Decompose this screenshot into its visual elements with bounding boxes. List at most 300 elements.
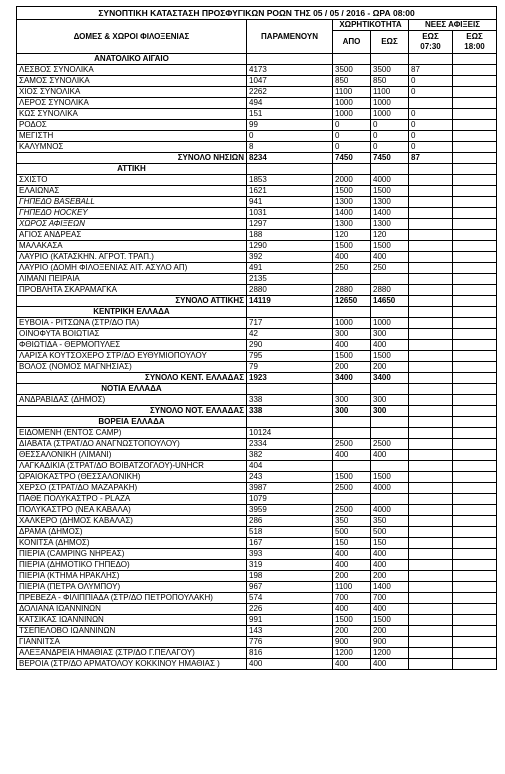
- summary-table: [16, 6, 497, 670]
- cell-place: ΑΝΔΡΑΒΙΔΑΣ (ΔΗΜΟΣ): [17, 395, 247, 406]
- cell-arrivals-1800: [453, 263, 497, 274]
- cell-place: ΔΡΑΜΑ (ΔΗΜΟΣ): [17, 527, 247, 538]
- section-empty-cell: [247, 417, 333, 428]
- cell-capacity-to: 300: [371, 406, 409, 417]
- cell-capacity-to: 1500: [371, 241, 409, 252]
- table-row: [17, 362, 497, 373]
- section-label: ΚΕΝΤΡΙΚΗ ΕΛΛΑΔΑ: [17, 307, 247, 318]
- cell-remaining: 2262: [247, 87, 333, 98]
- cell-remaining: 286: [247, 516, 333, 527]
- cell-arrivals-0730: [409, 472, 453, 483]
- cell-capacity-to: [371, 461, 409, 472]
- table-row: [17, 263, 497, 274]
- cell-remaining: 79: [247, 362, 333, 373]
- section-empty-cell: [409, 164, 453, 175]
- table-row: [17, 483, 497, 494]
- header-time-1: 07:30: [420, 42, 441, 51]
- cell-arrivals-1800: [453, 252, 497, 263]
- cell-arrivals-0730: [409, 659, 453, 670]
- total-row: [17, 406, 497, 417]
- cell-arrivals-0730: [409, 406, 453, 417]
- cell-remaining: 8234: [247, 153, 333, 164]
- cell-capacity-from: 400: [333, 450, 371, 461]
- cell-capacity-to: 900: [371, 637, 409, 648]
- cell-arrivals-1800: [453, 659, 497, 670]
- table-row: [17, 109, 497, 120]
- table-row: [17, 175, 497, 186]
- cell-place: ΠΑΘΕ ΠΟΛΥΚΑΣΤΡΟ - PLAZA: [17, 494, 247, 505]
- cell-place: ΟΙΝΟΦΥΤΑ ΒΟΙΩΤΙΑΣ: [17, 329, 247, 340]
- cell-arrivals-1800: [453, 340, 497, 351]
- cell-remaining: 816: [247, 648, 333, 659]
- cell-capacity-from: [333, 494, 371, 505]
- cell-arrivals-1800: [453, 296, 497, 307]
- cell-remaining: 967: [247, 582, 333, 593]
- cell-place: ΣΑΜΟΣ ΣΥΝΟΛΙΚΑ: [17, 76, 247, 87]
- table-row: [17, 538, 497, 549]
- cell-place: ΠΙΕΡΙΑ (ΔΗΜΟΤΙΚΟ ΓΗΠΕΔΟ): [17, 560, 247, 571]
- cell-arrivals-0730: [409, 626, 453, 637]
- cell-place: ΚΑΛΥΜΝΟΣ: [17, 142, 247, 153]
- cell-arrivals-0730: [409, 219, 453, 230]
- section-empty-cell: [371, 417, 409, 428]
- table-row: [17, 560, 497, 571]
- cell-arrivals-1800: [453, 472, 497, 483]
- cell-capacity-to: 4000: [371, 483, 409, 494]
- section-empty-cell: [333, 164, 371, 175]
- cell-capacity-to: 120: [371, 230, 409, 241]
- cell-capacity-to: 1400: [371, 582, 409, 593]
- cell-capacity-from: 150: [333, 538, 371, 549]
- cell-remaining: 400: [247, 659, 333, 670]
- cell-arrivals-1800: [453, 87, 497, 98]
- table-row: [17, 230, 497, 241]
- cell-remaining: 1079: [247, 494, 333, 505]
- cell-arrivals-0730: [409, 494, 453, 505]
- table-row: [17, 241, 497, 252]
- cell-arrivals-1800: [453, 65, 497, 76]
- cell-arrivals-0730: [409, 560, 453, 571]
- cell-arrivals-0730: 87: [409, 65, 453, 76]
- cell-arrivals-1800: [453, 285, 497, 296]
- cell-arrivals-0730: [409, 252, 453, 263]
- cell-capacity-to: 1000: [371, 98, 409, 109]
- header-time-2: 18:00: [464, 42, 485, 51]
- cell-arrivals-0730: 0: [409, 109, 453, 120]
- cell-arrivals-0730: 0: [409, 120, 453, 131]
- cell-remaining: 243: [247, 472, 333, 483]
- cell-arrivals-1800: [453, 494, 497, 505]
- cell-place: ΚΩΣ ΣΥΝΟΛΙΚΑ: [17, 109, 247, 120]
- cell-arrivals-0730: [409, 230, 453, 241]
- cell-capacity-from: 0: [333, 120, 371, 131]
- cell-arrivals-0730: 0: [409, 87, 453, 98]
- cell-place: ΛΑΡΙΣΑ ΚΟΥΤΣΟΧΕΡΟ ΣΤΡ/ΔΟ ΕΥΘΥΜΙΟΠΟΥΛΟΥ: [17, 351, 247, 362]
- cell-capacity-from: 400: [333, 560, 371, 571]
- cell-remaining: 10124: [247, 428, 333, 439]
- total-row: [17, 153, 497, 164]
- cell-place: ΛΕΡΟΣ ΣΥΝΟΛΙΚΑ: [17, 98, 247, 109]
- cell-remaining: 1047: [247, 76, 333, 87]
- cell-arrivals-0730: [409, 395, 453, 406]
- cell-place: ΧΙΟΣ ΣΥΝΟΛΙΚΑ: [17, 87, 247, 98]
- cell-place: ΓΗΠΕΔΟ BASEBALL: [17, 197, 247, 208]
- cell-capacity-from: 350: [333, 516, 371, 527]
- cell-arrivals-0730: [409, 637, 453, 648]
- section-empty-cell: [453, 384, 497, 395]
- header-row-1: [17, 20, 497, 31]
- cell-capacity-to: 4000: [371, 505, 409, 516]
- cell-capacity-to: 1000: [371, 318, 409, 329]
- cell-capacity-from: 1300: [333, 197, 371, 208]
- table-row: [17, 604, 497, 615]
- table-row: [17, 98, 497, 109]
- section-empty-cell: [333, 54, 371, 65]
- header-place: ΔΟΜΕΣ & ΧΩΡΟΙ ΦΙΛΟΞΕΝΙΑΣ: [17, 20, 247, 54]
- section-empty-cell: [371, 54, 409, 65]
- table-body: [17, 54, 497, 670]
- cell-arrivals-0730: [409, 582, 453, 593]
- cell-capacity-to: 200: [371, 626, 409, 637]
- cell-capacity-from: 1000: [333, 109, 371, 120]
- cell-arrivals-1800: [453, 98, 497, 109]
- cell-remaining: 1923: [247, 373, 333, 384]
- table-row: [17, 252, 497, 263]
- section-row: [17, 164, 497, 175]
- header-capacity-from: ΑΠΟ: [333, 31, 371, 54]
- cell-capacity-from: 900: [333, 637, 371, 648]
- cell-arrivals-0730: [409, 274, 453, 285]
- cell-place: ΣΥΝΟΛΟ ΑΤΤΙΚΗΣ: [17, 296, 247, 307]
- cell-arrivals-1800: [453, 439, 497, 450]
- cell-remaining: 392: [247, 252, 333, 263]
- cell-capacity-to: 850: [371, 76, 409, 87]
- cell-capacity-from: 1500: [333, 241, 371, 252]
- cell-capacity-to: 3400: [371, 373, 409, 384]
- cell-arrivals-0730: [409, 593, 453, 604]
- table-row: [17, 494, 497, 505]
- cell-arrivals-1800: [453, 131, 497, 142]
- cell-arrivals-0730: 87: [409, 153, 453, 164]
- header-new-arrivals: ΝΕΕΣ ΑΦΙΞΕΙΣ: [409, 20, 497, 31]
- total-row: [17, 373, 497, 384]
- section-empty-cell: [371, 307, 409, 318]
- cell-arrivals-0730: [409, 340, 453, 351]
- cell-arrivals-1800: [453, 505, 497, 516]
- section-empty-cell: [409, 384, 453, 395]
- cell-capacity-to: 1300: [371, 197, 409, 208]
- cell-capacity-from: 2500: [333, 505, 371, 516]
- section-label: ΒΟΡΕΙΑ ΕΛΛΑΔΑ: [17, 417, 247, 428]
- table-row: [17, 131, 497, 142]
- cell-place: ΣΥΝΟΛΟ ΝΟΤ. ΕΛΛΑΔΑΣ: [17, 406, 247, 417]
- cell-remaining: 491: [247, 263, 333, 274]
- table-row: [17, 461, 497, 472]
- cell-place: ΧΑΛΚΕΡΟ (ΔΗΜΟΣ ΚΑΒΑΛΑΣ): [17, 516, 247, 527]
- cell-capacity-from: 250: [333, 263, 371, 274]
- cell-arrivals-0730: [409, 527, 453, 538]
- cell-capacity-to: 1500: [371, 351, 409, 362]
- table-row: [17, 285, 497, 296]
- cell-place: ΧΕΡΣΟ (ΣΤΡΑΤ/ΔΟ ΜΑΖΑΡΑΚΗ): [17, 483, 247, 494]
- cell-capacity-to: 300: [371, 329, 409, 340]
- section-empty-cell: [247, 54, 333, 65]
- cell-arrivals-0730: [409, 296, 453, 307]
- cell-arrivals-1800: [453, 538, 497, 549]
- table-row: [17, 120, 497, 131]
- cell-arrivals-1800: [453, 120, 497, 131]
- cell-capacity-to: 1300: [371, 219, 409, 230]
- cell-capacity-to: 3500: [371, 65, 409, 76]
- cell-arrivals-0730: [409, 483, 453, 494]
- cell-arrivals-1800: [453, 527, 497, 538]
- cell-capacity-from: 0: [333, 142, 371, 153]
- cell-capacity-from: 300: [333, 395, 371, 406]
- cell-capacity-to: 150: [371, 538, 409, 549]
- header-arrivals-1800: [453, 31, 497, 54]
- cell-place: ΕΛΑΙΩΝΑΣ: [17, 186, 247, 197]
- cell-place: ΡΟΔΟΣ: [17, 120, 247, 131]
- cell-remaining: 776: [247, 637, 333, 648]
- cell-place: ΠΡΕΒΕΖΑ - ΦΙΛΙΠΠΙΑΔΑ (ΣΤΡ/ΔΟ ΠΕΤΡΟΠΟΥΛΑΚΗ): [17, 593, 247, 604]
- cell-arrivals-0730: 0: [409, 131, 453, 142]
- cell-arrivals-0730: [409, 461, 453, 472]
- table-row: [17, 516, 497, 527]
- table-row: [17, 142, 497, 153]
- section-empty-cell: [409, 307, 453, 318]
- header-until-2: ΕΩΣ: [466, 32, 483, 41]
- cell-arrivals-1800: [453, 571, 497, 582]
- cell-capacity-to: 1400: [371, 208, 409, 219]
- cell-capacity-to: 400: [371, 560, 409, 571]
- cell-arrivals-0730: [409, 615, 453, 626]
- cell-arrivals-1800: [453, 648, 497, 659]
- section-label: ΑΤΤΙΚΗ: [17, 164, 247, 175]
- cell-place: ΓΗΠΕΔΟ HOCKEY: [17, 208, 247, 219]
- cell-capacity-to: 300: [371, 395, 409, 406]
- cell-remaining: 14119: [247, 296, 333, 307]
- cell-arrivals-0730: [409, 439, 453, 450]
- cell-capacity-to: 2500: [371, 439, 409, 450]
- cell-place: ΒΟΛΟΣ (ΝΟΜΟΣ ΜΑΓΝΗΣΙΑΣ): [17, 362, 247, 373]
- cell-capacity-from: 300: [333, 329, 371, 340]
- cell-arrivals-0730: [409, 516, 453, 527]
- cell-remaining: 338: [247, 406, 333, 417]
- cell-remaining: 382: [247, 450, 333, 461]
- cell-capacity-to: 200: [371, 362, 409, 373]
- refugee-flows-sheet: [16, 6, 496, 670]
- cell-arrivals-1800: [453, 428, 497, 439]
- cell-capacity-from: 1200: [333, 648, 371, 659]
- cell-place: ΧΩΡΟΣ ΑΦΙΞΕΩΝ: [17, 219, 247, 230]
- cell-arrivals-0730: [409, 241, 453, 252]
- cell-arrivals-0730: [409, 98, 453, 109]
- cell-remaining: 1031: [247, 208, 333, 219]
- cell-remaining: 1297: [247, 219, 333, 230]
- table-row: [17, 351, 497, 362]
- cell-capacity-to: 1500: [371, 615, 409, 626]
- table-row: [17, 219, 497, 230]
- cell-arrivals-0730: [409, 318, 453, 329]
- cell-capacity-to: 1500: [371, 472, 409, 483]
- table-row: [17, 582, 497, 593]
- cell-capacity-from: 200: [333, 362, 371, 373]
- cell-arrivals-0730: [409, 538, 453, 549]
- table-row: [17, 76, 497, 87]
- section-empty-cell: [409, 417, 453, 428]
- cell-place: ΛΑΥΡΙΟ (ΚΑΤΑΣΚΗΝ. ΑΓΡΟΤ. ΤΡΑΠ.): [17, 252, 247, 263]
- cell-arrivals-1800: [453, 373, 497, 384]
- cell-capacity-to: 400: [371, 659, 409, 670]
- cell-remaining: 151: [247, 109, 333, 120]
- cell-place: ΠΙΕΡΙΑ (CAMPING ΝΗΡΕΑΣ): [17, 549, 247, 560]
- table-row: [17, 593, 497, 604]
- table-row: [17, 626, 497, 637]
- cell-arrivals-1800: [453, 395, 497, 406]
- cell-place: ΑΛΕΞΑΝΔΡΕΙΑ ΗΜΑΘΙΑΣ (ΣΤΡ/ΔΟ Γ.ΠΕΛΑΓΟΥ): [17, 648, 247, 659]
- cell-arrivals-1800: [453, 626, 497, 637]
- cell-capacity-from: 500: [333, 527, 371, 538]
- cell-place: ΑΓΙΟΣ ΑΝΔΡΕΑΣ: [17, 230, 247, 241]
- table-title: ΣΥΝΟΠΤΙΚΗ ΚΑΤΑΣΤΑΣΗ ΠΡΟΣΦΥΓΙΚΩΝ ΡΟΩΝ ΤΗΣ 05 / 05 / 2016 - ΩΡΑ 08:00: [17, 7, 497, 20]
- cell-arrivals-0730: [409, 648, 453, 659]
- section-empty-cell: [333, 417, 371, 428]
- table-row: [17, 197, 497, 208]
- cell-arrivals-0730: [409, 450, 453, 461]
- cell-remaining: 518: [247, 527, 333, 538]
- cell-arrivals-1800: [453, 637, 497, 648]
- cell-place: ΤΣΕΠΕΛΟΒΟ ΙΩΑΝΝΙΝΩΝ: [17, 626, 247, 637]
- cell-remaining: 198: [247, 571, 333, 582]
- cell-capacity-from: 1500: [333, 351, 371, 362]
- cell-capacity-to: 250: [371, 263, 409, 274]
- cell-arrivals-1800: [453, 230, 497, 241]
- cell-arrivals-1800: [453, 109, 497, 120]
- table-row: [17, 395, 497, 406]
- cell-capacity-from: [333, 428, 371, 439]
- cell-capacity-from: 0: [333, 131, 371, 142]
- cell-capacity-from: 2000: [333, 175, 371, 186]
- cell-capacity-from: 400: [333, 549, 371, 560]
- cell-arrivals-0730: [409, 362, 453, 373]
- table-row: [17, 87, 497, 98]
- cell-place: ΛΑΓΚΑΔΙΚΙΑ (ΣΤΡΑΤ/ΔΟ ΒΟΙΒΑΤΖΟΓΛΟΥ)-UNHCR: [17, 461, 247, 472]
- cell-arrivals-1800: [453, 582, 497, 593]
- cell-arrivals-1800: [453, 604, 497, 615]
- table-row: [17, 505, 497, 516]
- cell-arrivals-0730: [409, 263, 453, 274]
- cell-capacity-to: 400: [371, 604, 409, 615]
- table-row: [17, 549, 497, 560]
- cell-capacity-to: [371, 494, 409, 505]
- cell-arrivals-1800: [453, 450, 497, 461]
- cell-place: ΩΡΑΙΟΚΑΣΤΡΟ (ΘΕΣΣΑΛΟΝΙΚΗ): [17, 472, 247, 483]
- cell-arrivals-0730: [409, 428, 453, 439]
- section-empty-cell: [453, 307, 497, 318]
- cell-place: ΕΥΒΟΙΑ - ΡΙΤΣΩΝΑ (ΣΤΡ/ΔΟ ΠΑ): [17, 318, 247, 329]
- table-row: [17, 318, 497, 329]
- cell-capacity-to: 0: [371, 142, 409, 153]
- cell-capacity-to: 700: [371, 593, 409, 604]
- cell-capacity-from: 200: [333, 571, 371, 582]
- cell-place: ΦΘΙΩΤΙΔΑ - ΘΕΡΜΟΠΥΛΕΣ: [17, 340, 247, 351]
- cell-capacity-to: 1100: [371, 87, 409, 98]
- cell-arrivals-1800: [453, 274, 497, 285]
- table-row: [17, 450, 497, 461]
- section-label: ΑΝΑΤΟΛΙΚΟ ΑΙΓΑΙΟ: [17, 54, 247, 65]
- header-until-1: ΕΩΣ: [422, 32, 439, 41]
- cell-capacity-from: 1100: [333, 582, 371, 593]
- cell-capacity-from: 120: [333, 230, 371, 241]
- cell-arrivals-1800: [453, 142, 497, 153]
- cell-remaining: 4173: [247, 65, 333, 76]
- cell-capacity-from: 1500: [333, 472, 371, 483]
- cell-capacity-to: 400: [371, 549, 409, 560]
- section-empty-cell: [453, 164, 497, 175]
- section-empty-cell: [453, 54, 497, 65]
- cell-remaining: 42: [247, 329, 333, 340]
- section-empty-cell: [371, 384, 409, 395]
- cell-arrivals-0730: 0: [409, 142, 453, 153]
- table-row: [17, 527, 497, 538]
- cell-arrivals-0730: [409, 208, 453, 219]
- cell-arrivals-1800: [453, 76, 497, 87]
- cell-capacity-to: [371, 274, 409, 285]
- cell-remaining: 2334: [247, 439, 333, 450]
- section-empty-cell: [409, 54, 453, 65]
- cell-place: ΚΑΤΣΙΚΑΣ ΙΩΑΝΝΙΝΩΝ: [17, 615, 247, 626]
- cell-remaining: 99: [247, 120, 333, 131]
- cell-arrivals-1800: [453, 329, 497, 340]
- section-row: [17, 417, 497, 428]
- table-row: [17, 65, 497, 76]
- section-empty-cell: [247, 384, 333, 395]
- cell-place: ΚΟΝΙΤΣΑ (ΔΗΜΟΣ): [17, 538, 247, 549]
- cell-remaining: 290: [247, 340, 333, 351]
- total-row: [17, 296, 497, 307]
- cell-arrivals-0730: [409, 373, 453, 384]
- cell-remaining: 574: [247, 593, 333, 604]
- section-row: [17, 307, 497, 318]
- cell-place: ΛΕΣΒΟΣ ΣΥΝΟΛΙΚΑ: [17, 65, 247, 76]
- cell-capacity-to: 0: [371, 120, 409, 131]
- cell-arrivals-1800: [453, 560, 497, 571]
- cell-capacity-to: 200: [371, 571, 409, 582]
- table-row: [17, 428, 497, 439]
- cell-arrivals-1800: [453, 516, 497, 527]
- cell-place: ΠΙΕΡΙΑ (ΠΕΤΡΑ ΟΛΥΜΠΟΥ): [17, 582, 247, 593]
- cell-arrivals-1800: [453, 406, 497, 417]
- cell-place: ΛΑΥΡΙΟ (ΔΟΜΗ ΦΙΛΟΞΕΝΙΑΣ ΑΙΤ. ΑΣΥΛΟ ΑΠ): [17, 263, 247, 274]
- cell-arrivals-1800: [453, 241, 497, 252]
- cell-place: ΣΥΝΟΛΟ ΚΕΝΤ. ΕΛΛΑΔΑΣ: [17, 373, 247, 384]
- cell-remaining: 717: [247, 318, 333, 329]
- cell-place: ΛΙΜΑΝΙ ΠΕΙΡΑΙΑ: [17, 274, 247, 285]
- section-empty-cell: [333, 384, 371, 395]
- cell-capacity-to: 14650: [371, 296, 409, 307]
- cell-remaining: 3959: [247, 505, 333, 516]
- cell-capacity-to: 2880: [371, 285, 409, 296]
- cell-arrivals-1800: [453, 197, 497, 208]
- cell-place: ΠΙΕΡΙΑ (ΚΤΗΜΑ ΗΡΑΚΛΗΣ): [17, 571, 247, 582]
- cell-capacity-to: 4000: [371, 175, 409, 186]
- cell-arrivals-1800: [453, 362, 497, 373]
- table-row: [17, 208, 497, 219]
- cell-place: ΕΙΔΟΜΕΝΗ (ΕΝΤΟΣ CAMP): [17, 428, 247, 439]
- cell-place: ΔΙΑΒΑΤΑ (ΣΤΡΑΤ/ΔΟ ΑΝΑΓΝΩΣΤΟΠΟΥΛΟΥ): [17, 439, 247, 450]
- header-capacity-to: ΕΩΣ: [371, 31, 409, 54]
- cell-capacity-to: 7450: [371, 153, 409, 164]
